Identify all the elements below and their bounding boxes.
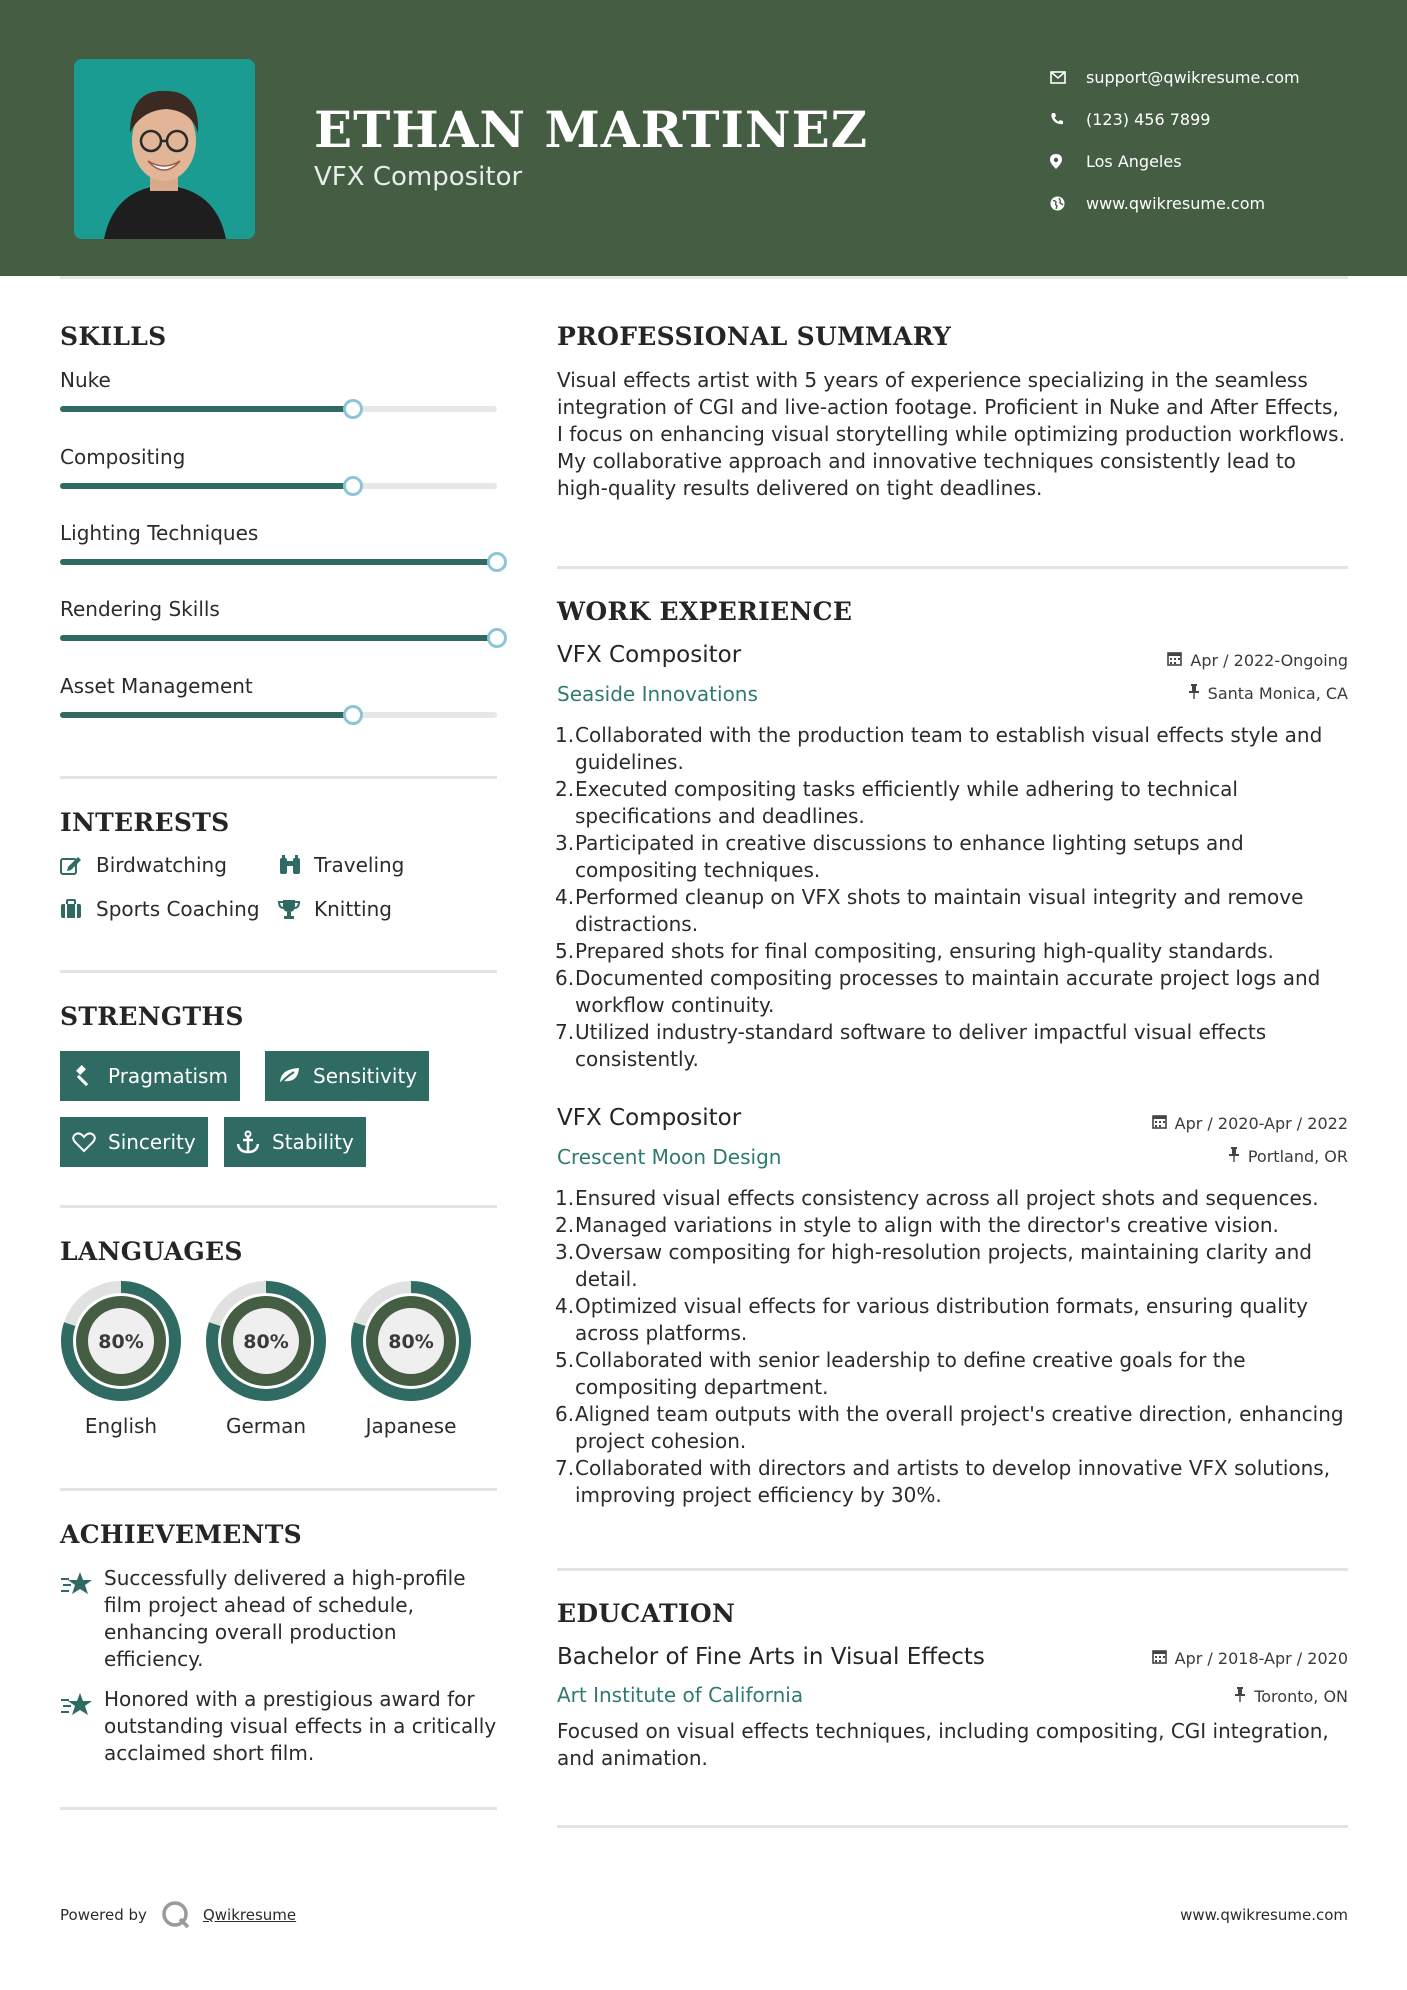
job-bullet: Executed compositing tasks efficiently while adhering to technical specifications and deadlines. <box>575 777 1238 828</box>
calendar-icon <box>1167 651 1182 670</box>
education-location-text: Toronto, ON <box>1254 1687 1348 1706</box>
edit-icon <box>60 855 96 875</box>
language-label: Japanese <box>365 1414 457 1438</box>
strength-label: Sincerity <box>108 1130 196 1154</box>
contact-phone-text: (123) 456 7899 <box>1086 109 1211 129</box>
strength-label: Sensitivity <box>313 1064 418 1088</box>
skill-item <box>60 674 497 698</box>
language-label: German <box>225 1414 307 1438</box>
job-bullet: Ensured visual effects consistency across all project shots and sequences. <box>575 1186 1319 1210</box>
interest-item <box>60 897 260 921</box>
education-text: Focused on visual effects techniques, including compositing, CGI integration, and animation. <box>557 1719 1329 1770</box>
job-bullet: Participated in creative discussions to enhance lighting setups and compositing techniques. <box>575 831 1244 882</box>
job-date <box>1167 651 1348 670</box>
skill-label: Compositing <box>60 445 186 469</box>
strength-label: Stability <box>272 1130 354 1154</box>
section-divider <box>60 776 497 779</box>
star-icon <box>60 1692 94 1722</box>
phone-icon <box>1050 112 1086 126</box>
brand-link[interactable]: Qwikresume <box>202 1906 297 1924</box>
qwikresume-logo-icon <box>161 1900 191 1930</box>
powered-by-text: Powered by <box>60 1906 147 1924</box>
pin-icon <box>1234 1687 1246 1706</box>
skill-label: Nuke <box>60 368 111 392</box>
job-role: VFX Compositor <box>557 642 742 668</box>
education-title: EDUCATION <box>557 1599 736 1628</box>
calendar-icon <box>1152 1649 1167 1668</box>
strength-tag <box>265 1051 429 1101</box>
binoculars-icon <box>278 855 314 875</box>
skill-bar-knob <box>487 552 507 572</box>
job-bullet: Documented compositing processes to maintain accurate project logs and workflow continuity. <box>575 966 1321 1017</box>
job-bullets <box>557 1185 1348 1509</box>
job-company: Seaside Innovations <box>557 682 758 706</box>
skill-label: Rendering Skills <box>60 597 220 621</box>
skill-bar-knob <box>343 399 363 419</box>
section-divider <box>557 1825 1348 1828</box>
education-date-text: Apr / 2018-Apr / 2020 <box>1174 1649 1348 1668</box>
profile-photo <box>74 59 255 239</box>
pin-icon <box>1188 684 1200 703</box>
header-divider <box>60 276 1348 279</box>
skills-title: SKILLS <box>60 322 167 351</box>
language-percent: 80% <box>388 1331 434 1353</box>
job-bullet: Performed cleanup on VFX shots to maintain visual integrity and remove distractions. <box>575 885 1304 936</box>
candidate-title: VFX Compositor <box>314 162 523 192</box>
interest-item <box>60 853 227 877</box>
interest-label: Sports Coaching <box>96 897 260 921</box>
skill-label: Asset Management <box>60 674 253 698</box>
job-bullet: Oversaw compositing for high-resolution projects, maintaining clarity and detail. <box>575 1240 1312 1291</box>
job-bullets <box>557 722 1348 1073</box>
gavel-icon <box>72 1065 108 1087</box>
skill-bar-fill <box>60 712 353 718</box>
footer-url[interactable]: www.qwikresume.com <box>1180 1906 1348 1924</box>
strength-label: Pragmatism <box>108 1064 228 1088</box>
education-degree: Bachelor of Fine Arts in Visual Effects <box>557 1644 985 1670</box>
language-item <box>350 1280 472 1438</box>
section-divider <box>60 1205 497 1208</box>
section-divider <box>60 1807 497 1810</box>
achievements-title: ACHIEVEMENTS <box>60 1520 302 1549</box>
contact-email[interactable] <box>1050 56 1350 98</box>
skill-item <box>60 368 497 392</box>
strength-tag <box>60 1051 240 1101</box>
interest-label: Knitting <box>314 897 392 921</box>
job-date-text: Apr / 2020-Apr / 2022 <box>1174 1114 1348 1133</box>
skill-bar-knob <box>343 476 363 496</box>
job-bullet: Prepared shots for final compositing, ensuring high-quality standards. <box>575 939 1274 963</box>
map-marker-icon <box>1050 154 1086 169</box>
job-bullet: Aligned team outputs with the overall project's creative direction, enhancing project cohesion. <box>575 1402 1344 1453</box>
skill-item <box>60 445 497 469</box>
section-divider <box>60 970 497 973</box>
language-percent: 80% <box>98 1331 144 1353</box>
calendar-icon <box>1152 1114 1167 1133</box>
skill-item <box>60 521 497 545</box>
anchor-icon <box>236 1130 272 1154</box>
contact-email-text: support@qwikresume.com <box>1086 67 1300 87</box>
language-donut <box>60 1280 182 1402</box>
language-donut <box>350 1280 472 1402</box>
contact-website[interactable] <box>1050 182 1350 224</box>
job-date <box>1152 1114 1348 1133</box>
language-item <box>60 1280 182 1438</box>
skill-bar <box>60 559 497 565</box>
job-bullet: Utilized industry-standard software to deliver impactful visual effects consistently. <box>575 1020 1267 1071</box>
skill-bar <box>60 635 497 641</box>
briefcase-icon <box>60 899 96 919</box>
skill-bar-fill <box>60 406 353 412</box>
skill-bar <box>60 483 497 489</box>
skill-bar-knob <box>487 628 507 648</box>
skill-bar-fill <box>60 483 353 489</box>
contact-list <box>1050 56 1350 224</box>
interest-item <box>278 853 404 877</box>
footer-powered <box>60 1900 296 1930</box>
globe-icon <box>1050 196 1086 211</box>
section-divider <box>557 566 1348 569</box>
skill-item <box>60 597 497 621</box>
strength-tag <box>60 1117 208 1167</box>
experience-title: WORK EXPERIENCE <box>557 597 853 626</box>
summary-text: Visual effects artist with 5 years of experience specializing in the seamless integration of CGI and live-action footage. Proficient in Nuke and After Effects, I focus on enhancing visual storytelling while optimizing production workflows. My collaborative approach and innovative techniques consistently lead to high-quality results delivered on tight deadlines. <box>557 368 1345 500</box>
contact-location-text: Los Angeles <box>1086 151 1182 171</box>
contact-phone[interactable] <box>1050 98 1350 140</box>
heart-icon <box>72 1132 108 1153</box>
job-location <box>1188 684 1348 703</box>
job-location-text: Portland, OR <box>1247 1147 1348 1166</box>
job-company: Crescent Moon Design <box>557 1145 782 1169</box>
job-location <box>1228 1147 1348 1166</box>
contact-website-text: www.qwikresume.com <box>1086 193 1266 213</box>
strengths-title: STRENGTHS <box>60 1002 244 1031</box>
interest-label: Traveling <box>314 853 405 877</box>
candidate-name: ETHAN MARTINEZ <box>314 100 869 159</box>
languages-title: LANGUAGES <box>60 1237 243 1266</box>
interest-label: Birdwatching <box>96 853 227 877</box>
section-divider <box>60 1488 497 1491</box>
job-bullet: Collaborated with senior leadership to define creative goals for the compositing department. <box>575 1348 1246 1399</box>
skill-bar-knob <box>343 705 363 725</box>
job-date-text: Apr / 2022-Ongoing <box>1190 651 1348 670</box>
section-divider <box>557 1568 1348 1571</box>
interests-title: INTERESTS <box>60 808 230 837</box>
language-donut <box>205 1280 327 1402</box>
envelope-icon <box>1050 71 1086 84</box>
pin-icon <box>1228 1147 1240 1166</box>
interest-item <box>278 897 392 921</box>
trophy-icon <box>278 899 314 919</box>
job-location-text: Santa Monica, CA <box>1207 684 1348 703</box>
skill-bar-fill <box>60 635 497 641</box>
skill-label: Lighting Techniques <box>60 521 259 545</box>
job-bullet: Collaborated with directors and artists to develop innovative VFX solutions, improving project efficiency by 30%. <box>575 1456 1331 1507</box>
strength-tag <box>224 1117 366 1167</box>
skill-bar-fill <box>60 559 497 565</box>
contact-location <box>1050 140 1350 182</box>
leaf-icon <box>277 1066 313 1086</box>
language-percent: 80% <box>243 1331 289 1353</box>
education-school: Art Institute of California <box>557 1683 804 1707</box>
job-role: VFX Compositor <box>557 1105 742 1131</box>
achievement-text: Successfully delivered a high-profile film project ahead of schedule, enhancing overall production efficiency. <box>104 1566 466 1671</box>
language-item <box>205 1280 327 1438</box>
skill-bar <box>60 406 497 412</box>
language-label: English <box>84 1414 158 1438</box>
resume-header <box>0 0 1407 276</box>
job-bullet: Managed variations in style to align with the director's creative vision. <box>575 1213 1279 1237</box>
education-date <box>1152 1649 1348 1668</box>
job-bullet: Collaborated with the production team to establish visual effects style and guidelines. <box>575 723 1323 774</box>
summary-title: PROFESSIONAL SUMMARY <box>557 322 952 351</box>
job-bullet: Optimized visual effects for various distribution formats, ensuring quality across platforms. <box>575 1294 1309 1345</box>
skill-bar <box>60 712 497 718</box>
achievement-text: Honored with a prestigious award for outstanding visual effects in a critically acclaimed short film. <box>104 1687 497 1765</box>
education-location <box>1234 1687 1348 1706</box>
star-icon <box>60 1571 94 1601</box>
